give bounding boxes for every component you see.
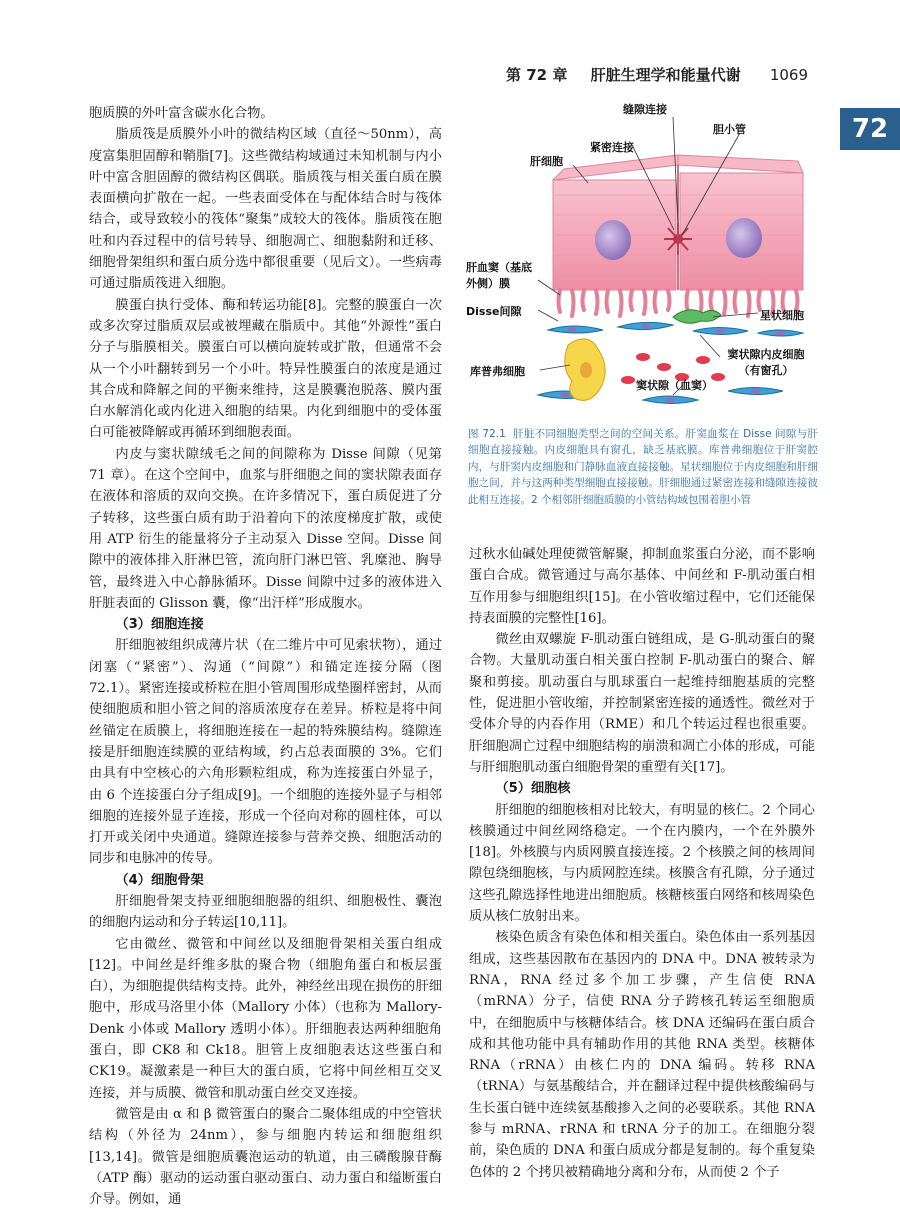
paragraph: 微管是由 α 和 β 微管蛋白的聚合二聚体组成的中空管状结构（外径为 24nm），参与细胞内转运和细胞组织[13,14]。微管是细胞质囊泡运动的轨道，由三磷酸腺苷酶（ATP 酶）驱动的运动蛋白驱动蛋白、动力蛋白和缢断蛋白介导。例如，通	[89, 1106, 442, 1208]
paragraph: 微丝由双螺旋 F-肌动蛋白链组成，是 G-肌动蛋白的聚合物。大量肌动蛋白相关蛋白控制 F-肌动蛋白的聚合、解聚和剪接。肌动蛋白与肌球蛋白一起维持细胞基质的完整性，促进胆小管收缩，并控制紧密连接的通透性。微丝对于受体介导的内吞作用（RME）和几个转运过程也很重要。肝细胞凋亡过程中细胞结构的崩溃和凋亡小体的形成，可能与肝细胞肌动蛋白细胞骨架的重塑有关[17]。	[469, 632, 815, 775]
chapter-tab: 72	[840, 108, 900, 150]
label-sinusoid: 窦状隙（血窦）	[636, 379, 713, 392]
right-column	[469, 544, 815, 1183]
hepatocyte-top-left	[553, 155, 678, 180]
label-endothelial-cell: 窦状隙内皮细胞（有窗孔）	[727, 348, 805, 377]
caption-text: 肝脏不同细胞类型之间的空间关系。肝窦血浆在 Disse 间隙与肝细胞直接接触。内皮细胞具有窗孔，缺乏基底膜。库普弗细胞位于肝窦腔内，与肝窦内皮细胞和门静脉血液直接接触。星状细胞位于内皮细胞和肝细胞之间，并与这两种类型细胞直接接触。肝细胞通过紧密连接和缝隙连接彼此相互连接。2 个相邻肝细胞质膜的小管结构域包围着胆小管	[468, 428, 819, 506]
section-heading: （4）细胞骨架	[115, 872, 204, 888]
running-header	[488, 64, 808, 85]
paragraph: 肝细胞被组织成薄片状（在二维片中可见索状物），通过闭塞（“紧密”）、沟通（“间隙”）和锚定连接分隔（图 72.1）。紧密连接或桥粒在胆小管周围形成垫圈样密封，从而使细胞质和胆小管之间的溶质浓度存在差异。桥粒是将中间丝锚定在质膜上，将细胞连接在一起的特殊膜结构。缝隙连接是肝细胞连续膜的亚结构域，约占总表面膜的 3%。它们由具有中空核心的六角形颗粒组成，称为连接蛋白外显子，由 6 个连接蛋白分子组成[9]。一个细胞的连接外显子与相邻细胞的连接外显子连接，形成一个径向对称的圆柱体，可以打开或关闭中央通道。缝隙连接参与营养交换、细胞活动的同步和电脉冲的传导。	[89, 638, 442, 867]
stellate-cell	[673, 310, 721, 323]
paragraph: 肝细胞的细胞核相对比较大，有明显的核仁。2 个同心核膜通过中间丝网络稳定。一个在内膜内，一个在外膜外[18]。外核膜与内质网膜直接连接。2 个核膜之间的核周间隙包绕细胞核，与内质网腔连续。核膜含有孔隙，分子通过这些孔隙选择性地进出细胞质。核糖核蛋白网络和核周染色质从核仁放射出来。	[469, 802, 815, 925]
paragraph: 核染色质含有染色体和相关蛋白。染色体由一系列基因组成，这些基因散布在基因内的 DNA 中。DNA 被转录为 RNA，RNA 经过多个加工步骤，产生信使 RNA（mRNA）分子，信使 RNA 分子跨核孔转运至细胞质中，在细胞质中与核糖体结合。核 DNA 还编码在蛋白质合成和其他功能中具有辅助作用的其他 RNA 类型。核糖体 RNA（rRNA）由核仁内的 DNA 编码。转移 RNA（tRNA）与氨基酸结合，并在翻译过程中提供核酸编码与生长蛋白链中连续氨基酸掺入之间的必要联系。其他 RNA 参与 mRNA、rRNA 和 tRNA 分子的加工。在细胞分裂前，染色质的 DNA 和蛋白质成分都是复制的。每个重复染色体的 2 个拷贝被精确地分离和分布，从而使 2 个子	[469, 930, 815, 1180]
label-bile-canaliculus: 胆小管	[713, 123, 746, 136]
left-column	[89, 103, 442, 1210]
label-hepatocyte: 肝细胞	[530, 155, 563, 168]
chapter-number: 第 72 章	[506, 66, 568, 84]
chapter-title: 肝脏生理学和能量代谢	[590, 66, 741, 84]
nucleus-left	[595, 220, 631, 260]
label-stellate-cell: 星状细胞	[760, 309, 804, 322]
paragraph: 胞质膜的外叶富含碳水化合物。	[89, 106, 274, 121]
label-tight-junction: 紧密连接	[590, 141, 634, 154]
paragraph: 它由微丝、微管和中间丝以及细胞骨架相关蛋白组成[12]。中间丝是纤维多肽的聚合物（细胞角蛋白和板层蛋白），为细胞提供结构支持。此外，神经丝出现在损伤的肝细胞中，形成马洛里小体（Mallory 小体）（也称为 Mallory-Denk 小体或 Mallory 透明小体）。肝细胞表达两种细胞角蛋白，即 CK8 和 Ck18。胆管上皮细胞表达这些蛋白和 CK19。凝激素是一种巨大的蛋白质，它将中间丝相互交叉连接，并与质膜、微管和肌动蛋白丝交叉连接。	[89, 936, 442, 1101]
paragraph: 膜蛋白执行受体、酶和转运功能[8]。完整的膜蛋白一次或多次穿过脂质双层或被埋藏在脂质中。其他“外源性”蛋白分子与脂膜相关。膜蛋白可以横向旋转或扩散，但通常不会从一个小叶翻转到另一个小叶。特异性膜蛋白的浓度是通过其合成和降解之间的平衡来维持，这是膜囊泡脱落、膜内蛋白水解消化或内化进入细胞的结果。内化到细胞中的受体蛋白可能被降解或再循环到细胞表面。	[89, 297, 442, 441]
caption-number: 图 72.1	[468, 428, 506, 440]
kupffer-nucleus	[580, 362, 592, 378]
label-gap-junction: 缝隙连接	[623, 103, 667, 116]
figure-caption	[468, 426, 818, 508]
page-number: 1069	[769, 66, 808, 84]
label-kupffer-cell: 库普弗细胞	[470, 365, 525, 378]
hepatocyte-top-right	[678, 155, 803, 173]
paragraph: 肝细胞骨架支持亚细胞细胞器的组织、细胞极性、囊泡的细胞内运动和分子转运[10,11]。	[89, 893, 442, 931]
section-heading: （5）细胞核	[495, 781, 571, 797]
figure-72-1	[468, 95, 818, 425]
paragraph: 脂质筏是质膜外小叶的微结构区域（直径～50nm），高度富集胆固醇和鞘脂[7]。这些微结构域通过未知机制与内小叶中富含胆固醇的微结构区偶联。脂质筏与相关蛋白质在膜表面横向扩散在一起。一些表面受体在与配体结合时与筏体结合，或导致较小的筏体“聚集”成较大的筏体。脂质筏在胞吐和内吞过程中的信号转导、细胞凋亡、细胞黏附和迁移、细胞骨架组织和蛋白质分选中都很重要（见后文）。一些病毒可通过脂质筏进入细胞。	[89, 127, 442, 292]
label-disse-space: Disse间隙	[466, 305, 522, 318]
section-heading: （3）细胞连接	[115, 617, 204, 633]
paragraph: 过秋水仙碱处理使微管解聚，抑制血浆蛋白分泌，而不影响蛋白合成。微管通过与高尔基体、中间丝和 F-肌动蛋白相互作用参与细胞组织[15]。在小管收缩过程中，它们还能保持表面膜的完整性[16]。	[469, 547, 815, 626]
nucleus-right	[726, 218, 762, 258]
label-sinusoid-membrane: 肝血窦（基底外侧）膜	[466, 261, 532, 290]
paragraph: 内皮与窦状隙绒毛之间的间隙称为 Disse 间隙（见第 71 章）。在这个空间中，血浆与肝细胞之间的窦状隙表面存在液体和溶质的双向交换。在许多情况下，蛋白质促进了分子转移，这些蛋白质有助于沿着向下的浓度梯度扩散，或使用 ATP 衍生的能量将分子主动泵入 Disse 空间。Disse 间隙中的液体排入肝淋巴管，流向肝门淋巴管、乳糜池、胸导管，最终进入中心静脉循环。Disse 间隙中过多的液体进入肝脏表面的 Glisson 囊，像“出汗样”形成腹水。	[89, 446, 442, 611]
